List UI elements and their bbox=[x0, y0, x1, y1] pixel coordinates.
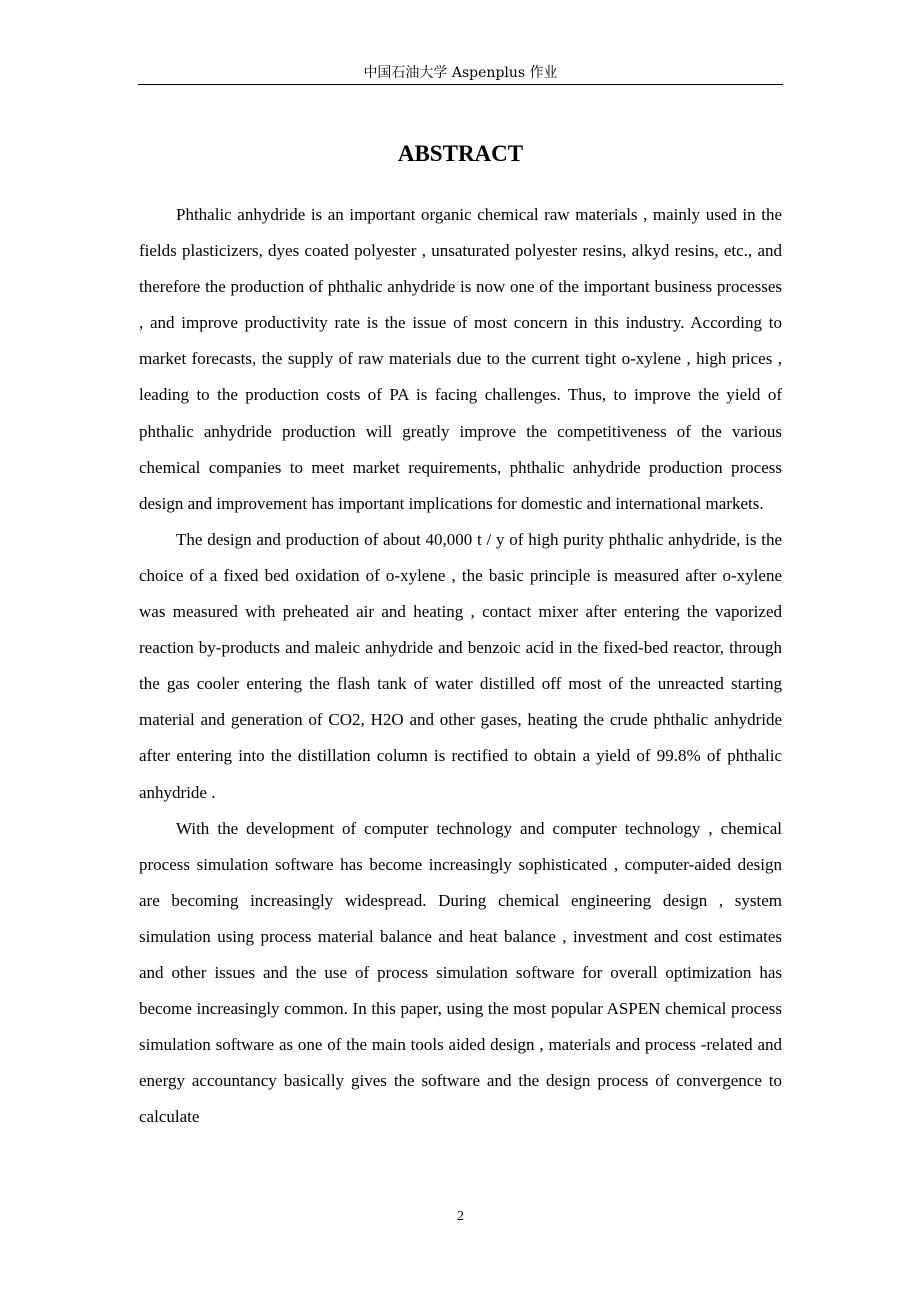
running-header: 中国石油大学 Aspenplus 作业 bbox=[363, 65, 558, 81]
page-number: 2 bbox=[457, 1209, 464, 1224]
abstract-body bbox=[139, 197, 782, 1135]
page-title: ABSTRACT bbox=[397, 141, 524, 166]
header-divider bbox=[138, 84, 783, 85]
abstract-paragraph-2: The design and production of about 40,000 t / y of high purity phthalic anhydride, is the choice of a fixed bed oxidation of o-xylene , the basic principle is measured after o-xylene was measured with preheated air and heating , contact mixer after entering the vaporized reaction by-products and maleic anhydride and benzoic acid in the fixed-bed reactor, through the gas cooler entering the flash tank of water distilled off most of the unreacted starting material and generation of CO2, H2O and other gases, heating the crude phthalic anhydride after entering into the distillation column is rectified to obtain a yield of 99.8% of phthalic anhydride . bbox=[139, 529, 782, 802]
abstract-paragraph-1: Phthalic anhydride is an important organic chemical raw materials , mainly used in the fields plasticizers, dyes coated polyester , unsaturated polyester resins, alkyd resins, etc., and therefore the production of phthalic anhydride is now one of the important business processes , and improve productivity rate is the issue of most concern in this industry. According to market forecasts, the supply of raw materials due to the current tight o-xylene , high prices , leading to the production costs of PA is facing challenges. Thus, to improve the yield of phthalic anhydride production will greatly improve the competitiveness of the various chemical companies to meet market requirements, phthalic anhydride production process design and improvement has important implications for domestic and international markets. bbox=[139, 205, 782, 513]
abstract-paragraph-3: With the development of computer technology and computer technology , chemical process simulation software has become increasingly sophisticated , computer-aided design are becoming increasingly widespread. During chemical engineering design , system simulation using process material balance and heat balance , investment and cost estimates and other issues and the use of process simulation software for overall optimization has become increasingly common. In this paper, using the most popular ASPEN chemical process simulation software as one of the main tools aided design , materials and process -related and energy accountancy basically gives the software and the design process of convergence to calculate bbox=[139, 818, 782, 1127]
